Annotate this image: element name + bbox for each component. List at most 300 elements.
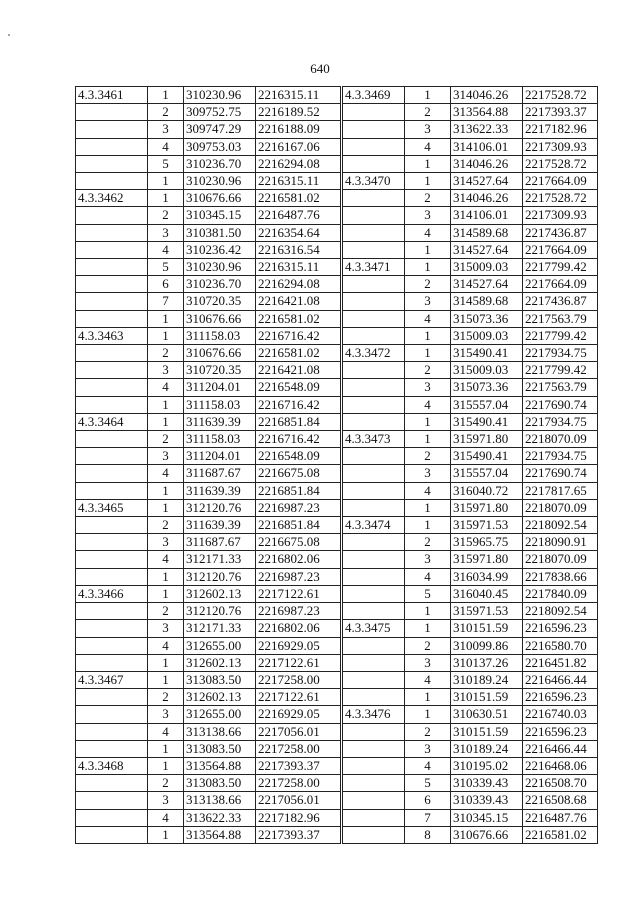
point-number-cell: 1	[405, 603, 451, 620]
point-number-cell: 1	[405, 241, 451, 258]
y-coordinate-cell: 2218070.09	[523, 431, 598, 448]
table-row	[76, 155, 341, 172]
x-coordinate-cell: 312655.00	[184, 637, 256, 654]
table-row	[343, 585, 598, 602]
point-number-cell: 1	[148, 396, 184, 413]
x-coordinate-cell: 315490.41	[451, 413, 523, 430]
parcel-id-cell: 4.3.3466	[76, 585, 148, 602]
table-row	[76, 637, 341, 654]
y-coordinate-cell: 2217799.42	[523, 362, 598, 379]
parcel-id-cell	[343, 241, 405, 258]
table-row	[343, 362, 598, 379]
y-coordinate-cell: 2216315.11	[256, 173, 341, 190]
point-number-cell: 4	[148, 465, 184, 482]
parcel-id-cell: 4.3.3464	[76, 413, 148, 430]
parcel-id-cell	[343, 775, 405, 792]
point-number-cell: 1	[405, 327, 451, 344]
y-coordinate-cell: 2216716.42	[256, 431, 341, 448]
x-coordinate-cell: 313622.33	[184, 809, 256, 826]
x-coordinate-cell: 315971.53	[451, 517, 523, 534]
x-coordinate-cell: 310189.24	[451, 740, 523, 757]
parcel-id-cell	[76, 792, 148, 809]
point-number-cell: 3	[148, 362, 184, 379]
table-row	[76, 740, 341, 757]
table-row	[76, 757, 341, 774]
parcel-id-cell	[343, 362, 405, 379]
point-number-cell: 2	[148, 689, 184, 706]
point-number-cell: 4	[405, 671, 451, 688]
y-coordinate-cell: 2216421.08	[256, 362, 341, 379]
table-row	[343, 138, 598, 155]
point-number-cell: 2	[148, 207, 184, 224]
x-coordinate-cell: 314046.26	[451, 190, 523, 207]
table-row	[76, 87, 341, 104]
point-number-cell: 4	[405, 138, 451, 155]
x-coordinate-cell: 315073.36	[451, 310, 523, 327]
point-number-cell: 2	[405, 190, 451, 207]
table-row	[76, 706, 341, 723]
table-row	[343, 706, 598, 723]
x-coordinate-cell: 315009.03	[451, 259, 523, 276]
table-row	[343, 723, 598, 740]
x-coordinate-cell: 316040.72	[451, 482, 523, 499]
y-coordinate-cell: 2217528.72	[523, 87, 598, 104]
y-coordinate-cell: 2216421.08	[256, 293, 341, 310]
y-coordinate-cell: 2217393.37	[256, 826, 341, 843]
x-coordinate-cell: 315971.80	[451, 551, 523, 568]
table-row	[343, 190, 598, 207]
table-row	[76, 310, 341, 327]
parcel-id-cell	[76, 138, 148, 155]
y-coordinate-cell: 2216987.23	[256, 568, 341, 585]
x-coordinate-cell: 314527.64	[451, 276, 523, 293]
x-coordinate-cell: 312171.33	[184, 620, 256, 637]
x-coordinate-cell: 315557.04	[451, 465, 523, 482]
table-row	[343, 431, 598, 448]
parcel-id-cell	[76, 379, 148, 396]
table-row	[76, 465, 341, 482]
point-number-cell: 2	[405, 104, 451, 121]
point-number-cell: 2	[148, 345, 184, 362]
parcel-id-cell	[343, 585, 405, 602]
parcel-id-cell	[343, 689, 405, 706]
x-coordinate-cell: 310230.96	[184, 173, 256, 190]
parcel-id-cell	[76, 121, 148, 138]
coordinate-table-left	[75, 86, 341, 844]
point-number-cell: 1	[405, 431, 451, 448]
y-coordinate-cell: 2216294.08	[256, 276, 341, 293]
y-coordinate-cell: 2217934.75	[523, 413, 598, 430]
parcel-id-cell	[343, 465, 405, 482]
y-coordinate-cell: 2217056.01	[256, 723, 341, 740]
parcel-id-cell	[76, 534, 148, 551]
table-row	[76, 431, 341, 448]
table-row	[76, 620, 341, 637]
y-coordinate-cell: 2217258.00	[256, 775, 341, 792]
point-number-cell: 3	[405, 740, 451, 757]
table-row	[343, 293, 598, 310]
table-row	[343, 396, 598, 413]
table-row	[76, 499, 341, 516]
table-row	[343, 87, 598, 104]
table-row	[343, 327, 598, 344]
point-number-cell: 1	[148, 327, 184, 344]
parcel-id-cell	[343, 792, 405, 809]
point-number-cell: 4	[148, 379, 184, 396]
y-coordinate-cell: 2216508.68	[523, 792, 598, 809]
table-row	[343, 826, 598, 843]
point-number-cell: 2	[405, 637, 451, 654]
table-row	[76, 276, 341, 293]
x-coordinate-cell: 315073.36	[451, 379, 523, 396]
table-row	[343, 568, 598, 585]
parcel-id-cell	[76, 207, 148, 224]
table-row	[343, 689, 598, 706]
y-coordinate-cell: 2217393.37	[523, 104, 598, 121]
y-coordinate-cell: 2218070.09	[523, 499, 598, 516]
parcel-id-cell	[76, 517, 148, 534]
parcel-id-cell	[76, 689, 148, 706]
table-row	[343, 276, 598, 293]
point-number-cell: 6	[148, 276, 184, 293]
parcel-id-cell	[343, 327, 405, 344]
parcel-id-cell	[76, 396, 148, 413]
x-coordinate-cell: 310236.70	[184, 276, 256, 293]
x-coordinate-cell: 312120.76	[184, 499, 256, 516]
x-coordinate-cell: 310676.66	[184, 310, 256, 327]
table-row	[76, 809, 341, 826]
y-coordinate-cell: 2217799.42	[523, 259, 598, 276]
y-coordinate-cell: 2217056.01	[256, 792, 341, 809]
y-coordinate-cell: 2216581.02	[256, 345, 341, 362]
point-number-cell: 1	[405, 173, 451, 190]
table-row	[343, 551, 598, 568]
y-coordinate-cell: 2217563.79	[523, 379, 598, 396]
y-coordinate-cell: 2216468.06	[523, 757, 598, 774]
x-coordinate-cell: 311687.67	[184, 465, 256, 482]
point-number-cell: 5	[148, 259, 184, 276]
table-row	[343, 104, 598, 121]
table-row	[76, 345, 341, 362]
y-coordinate-cell: 2216929.05	[256, 706, 341, 723]
point-number-cell: 4	[148, 637, 184, 654]
y-coordinate-cell: 2217393.37	[256, 757, 341, 774]
point-number-cell: 3	[405, 379, 451, 396]
point-number-cell: 4	[405, 757, 451, 774]
y-coordinate-cell: 2217182.96	[523, 121, 598, 138]
parcel-id-cell	[343, 654, 405, 671]
parcel-id-cell	[343, 723, 405, 740]
point-number-cell: 1	[148, 482, 184, 499]
y-coordinate-cell: 2217934.75	[523, 448, 598, 465]
y-coordinate-cell: 2217690.74	[523, 465, 598, 482]
x-coordinate-cell: 312602.13	[184, 689, 256, 706]
y-coordinate-cell: 2216987.23	[256, 603, 341, 620]
x-coordinate-cell: 315965.75	[451, 534, 523, 551]
parcel-id-cell	[343, 826, 405, 843]
parcel-id-cell: 4.3.3471	[343, 259, 405, 276]
point-number-cell: 3	[405, 207, 451, 224]
table-row	[343, 654, 598, 671]
table-row	[76, 104, 341, 121]
y-coordinate-cell: 2216548.09	[256, 448, 341, 465]
table-row	[76, 792, 341, 809]
parcel-id-cell: 4.3.3465	[76, 499, 148, 516]
x-coordinate-cell: 310676.66	[451, 826, 523, 843]
point-number-cell: 1	[148, 173, 184, 190]
point-number-cell: 7	[405, 809, 451, 826]
y-coordinate-cell: 2217122.61	[256, 585, 341, 602]
point-number-cell: 2	[148, 603, 184, 620]
parcel-id-cell: 4.3.3468	[76, 757, 148, 774]
x-coordinate-cell: 315490.41	[451, 448, 523, 465]
parcel-id-cell	[343, 276, 405, 293]
parcel-id-cell	[76, 345, 148, 362]
scan-speck	[8, 34, 10, 36]
table-row	[76, 551, 341, 568]
table-row	[76, 207, 341, 224]
table-row	[343, 499, 598, 516]
point-number-cell: 2	[148, 775, 184, 792]
x-coordinate-cell: 313564.88	[184, 826, 256, 843]
x-coordinate-cell: 310236.42	[184, 241, 256, 258]
x-coordinate-cell: 313083.50	[184, 775, 256, 792]
point-number-cell: 1	[405, 517, 451, 534]
parcel-id-cell	[76, 551, 148, 568]
parcel-id-cell	[343, 671, 405, 688]
x-coordinate-cell: 311158.03	[184, 431, 256, 448]
x-coordinate-cell: 313622.33	[451, 121, 523, 138]
x-coordinate-cell: 310099.86	[451, 637, 523, 654]
parcel-id-cell	[76, 465, 148, 482]
point-number-cell: 4	[148, 138, 184, 155]
parcel-id-cell	[76, 431, 148, 448]
point-number-cell: 5	[148, 155, 184, 172]
y-coordinate-cell: 2216451.82	[523, 654, 598, 671]
parcel-id-cell: 4.3.3469	[343, 87, 405, 104]
point-number-cell: 4	[405, 482, 451, 499]
point-number-cell: 1	[405, 345, 451, 362]
table-row	[343, 259, 598, 276]
parcel-id-cell	[76, 740, 148, 757]
parcel-id-cell	[76, 620, 148, 637]
point-number-cell: 3	[405, 121, 451, 138]
y-coordinate-cell: 2216548.09	[256, 379, 341, 396]
table-row	[343, 155, 598, 172]
point-number-cell: 1	[405, 413, 451, 430]
y-coordinate-cell: 2217182.96	[256, 809, 341, 826]
y-coordinate-cell: 2216315.11	[256, 259, 341, 276]
x-coordinate-cell: 309753.03	[184, 138, 256, 155]
y-coordinate-cell: 2218092.54	[523, 517, 598, 534]
x-coordinate-cell: 312602.13	[184, 585, 256, 602]
x-coordinate-cell: 310151.59	[451, 723, 523, 740]
x-coordinate-cell: 310230.96	[184, 87, 256, 104]
table-row	[343, 224, 598, 241]
x-coordinate-cell: 314589.68	[451, 293, 523, 310]
table-row	[76, 585, 341, 602]
parcel-id-cell	[343, 190, 405, 207]
point-number-cell: 4	[405, 568, 451, 585]
table-row	[76, 327, 341, 344]
y-coordinate-cell: 2216851.84	[256, 482, 341, 499]
point-number-cell: 1	[405, 620, 451, 637]
parcel-id-cell: 4.3.3476	[343, 706, 405, 723]
table-row	[343, 517, 598, 534]
table-row	[76, 826, 341, 843]
y-coordinate-cell: 2216675.08	[256, 465, 341, 482]
x-coordinate-cell: 310236.70	[184, 155, 256, 172]
parcel-id-cell	[343, 207, 405, 224]
coordinate-table-right	[342, 86, 598, 844]
parcel-id-cell	[76, 241, 148, 258]
y-coordinate-cell: 2216354.64	[256, 224, 341, 241]
point-number-cell: 1	[148, 757, 184, 774]
table-row	[76, 723, 341, 740]
point-number-cell: 3	[405, 654, 451, 671]
x-coordinate-cell: 312120.76	[184, 603, 256, 620]
point-number-cell: 2	[148, 517, 184, 534]
x-coordinate-cell: 315971.53	[451, 603, 523, 620]
y-coordinate-cell: 2217690.74	[523, 396, 598, 413]
x-coordinate-cell: 315971.80	[451, 431, 523, 448]
table-row	[343, 482, 598, 499]
y-coordinate-cell: 2216851.84	[256, 517, 341, 534]
point-number-cell: 1	[148, 310, 184, 327]
parcel-id-cell	[76, 568, 148, 585]
x-coordinate-cell: 310151.59	[451, 689, 523, 706]
point-number-cell: 2	[405, 362, 451, 379]
y-coordinate-cell: 2217664.09	[523, 276, 598, 293]
y-coordinate-cell: 2217528.72	[523, 190, 598, 207]
y-coordinate-cell: 2217528.72	[523, 155, 598, 172]
parcel-id-cell	[76, 276, 148, 293]
parcel-id-cell	[76, 310, 148, 327]
parcel-id-cell	[76, 809, 148, 826]
y-coordinate-cell: 2216316.54	[256, 241, 341, 258]
table-row	[343, 465, 598, 482]
table-row	[76, 259, 341, 276]
point-number-cell: 2	[405, 534, 451, 551]
table-row	[343, 173, 598, 190]
parcel-id-cell	[343, 379, 405, 396]
point-number-cell: 1	[405, 689, 451, 706]
table-row	[343, 671, 598, 688]
parcel-id-cell	[76, 775, 148, 792]
point-number-cell: 1	[148, 654, 184, 671]
y-coordinate-cell: 2216929.05	[256, 637, 341, 654]
point-number-cell: 1	[405, 87, 451, 104]
parcel-id-cell	[343, 293, 405, 310]
point-number-cell: 4	[148, 551, 184, 568]
point-number-cell: 3	[148, 534, 184, 551]
parcel-id-cell	[343, 104, 405, 121]
x-coordinate-cell: 311204.01	[184, 379, 256, 396]
parcel-id-cell	[343, 637, 405, 654]
table-row	[343, 310, 598, 327]
y-coordinate-cell: 2216294.08	[256, 155, 341, 172]
y-coordinate-cell: 2217799.42	[523, 327, 598, 344]
table-row	[343, 603, 598, 620]
point-number-cell: 1	[148, 585, 184, 602]
parcel-id-cell	[76, 173, 148, 190]
parcel-id-cell	[76, 482, 148, 499]
point-number-cell: 3	[148, 706, 184, 723]
x-coordinate-cell: 315009.03	[451, 327, 523, 344]
y-coordinate-cell: 2216596.23	[523, 620, 598, 637]
y-coordinate-cell: 2216596.23	[523, 723, 598, 740]
point-number-cell: 2	[405, 723, 451, 740]
point-number-cell: 4	[148, 809, 184, 826]
x-coordinate-cell: 314046.26	[451, 155, 523, 172]
y-coordinate-cell: 2217664.09	[523, 241, 598, 258]
table-row	[76, 413, 341, 430]
y-coordinate-cell: 2216987.23	[256, 499, 341, 516]
point-number-cell: 3	[148, 448, 184, 465]
y-coordinate-cell: 2216189.52	[256, 104, 341, 121]
y-coordinate-cell: 2216675.08	[256, 534, 341, 551]
y-coordinate-cell: 2216716.42	[256, 327, 341, 344]
point-number-cell: 1	[148, 740, 184, 757]
parcel-id-cell	[343, 534, 405, 551]
x-coordinate-cell: 313083.50	[184, 671, 256, 688]
table-row	[76, 775, 341, 792]
point-number-cell: 1	[405, 259, 451, 276]
y-coordinate-cell: 2216487.76	[256, 207, 341, 224]
parcel-id-cell	[343, 413, 405, 430]
point-number-cell: 4	[405, 224, 451, 241]
y-coordinate-cell: 2216466.44	[523, 740, 598, 757]
point-number-cell: 3	[405, 293, 451, 310]
point-number-cell: 1	[148, 190, 184, 207]
y-coordinate-cell: 2216466.44	[523, 671, 598, 688]
parcel-id-cell	[343, 138, 405, 155]
y-coordinate-cell: 2217258.00	[256, 740, 341, 757]
point-number-cell: 4	[405, 310, 451, 327]
y-coordinate-cell: 2216802.06	[256, 620, 341, 637]
x-coordinate-cell: 310151.59	[451, 620, 523, 637]
y-coordinate-cell: 2217122.61	[256, 689, 341, 706]
point-number-cell: 3	[148, 792, 184, 809]
table-row	[343, 413, 598, 430]
y-coordinate-cell: 2216508.70	[523, 775, 598, 792]
point-number-cell: 1	[405, 706, 451, 723]
table-row	[343, 345, 598, 362]
x-coordinate-cell: 313138.66	[184, 792, 256, 809]
table-row	[76, 517, 341, 534]
y-coordinate-cell: 2217840.09	[523, 585, 598, 602]
x-coordinate-cell: 314106.01	[451, 207, 523, 224]
y-coordinate-cell: 2217436.87	[523, 224, 598, 241]
table-row	[76, 654, 341, 671]
parcel-id-cell	[76, 826, 148, 843]
y-coordinate-cell: 2217664.09	[523, 173, 598, 190]
point-number-cell: 8	[405, 826, 451, 843]
table-row	[76, 448, 341, 465]
point-number-cell: 1	[148, 499, 184, 516]
y-coordinate-cell: 2218092.54	[523, 603, 598, 620]
parcel-id-cell	[343, 155, 405, 172]
parcel-id-cell	[343, 551, 405, 568]
parcel-id-cell: 4.3.3470	[343, 173, 405, 190]
table-row	[343, 121, 598, 138]
y-coordinate-cell: 2217436.87	[523, 293, 598, 310]
parcel-id-cell	[343, 499, 405, 516]
y-coordinate-cell: 2217838.66	[523, 568, 598, 585]
parcel-id-cell: 4.3.3467	[76, 671, 148, 688]
table-row	[76, 173, 341, 190]
y-coordinate-cell: 2217934.75	[523, 345, 598, 362]
